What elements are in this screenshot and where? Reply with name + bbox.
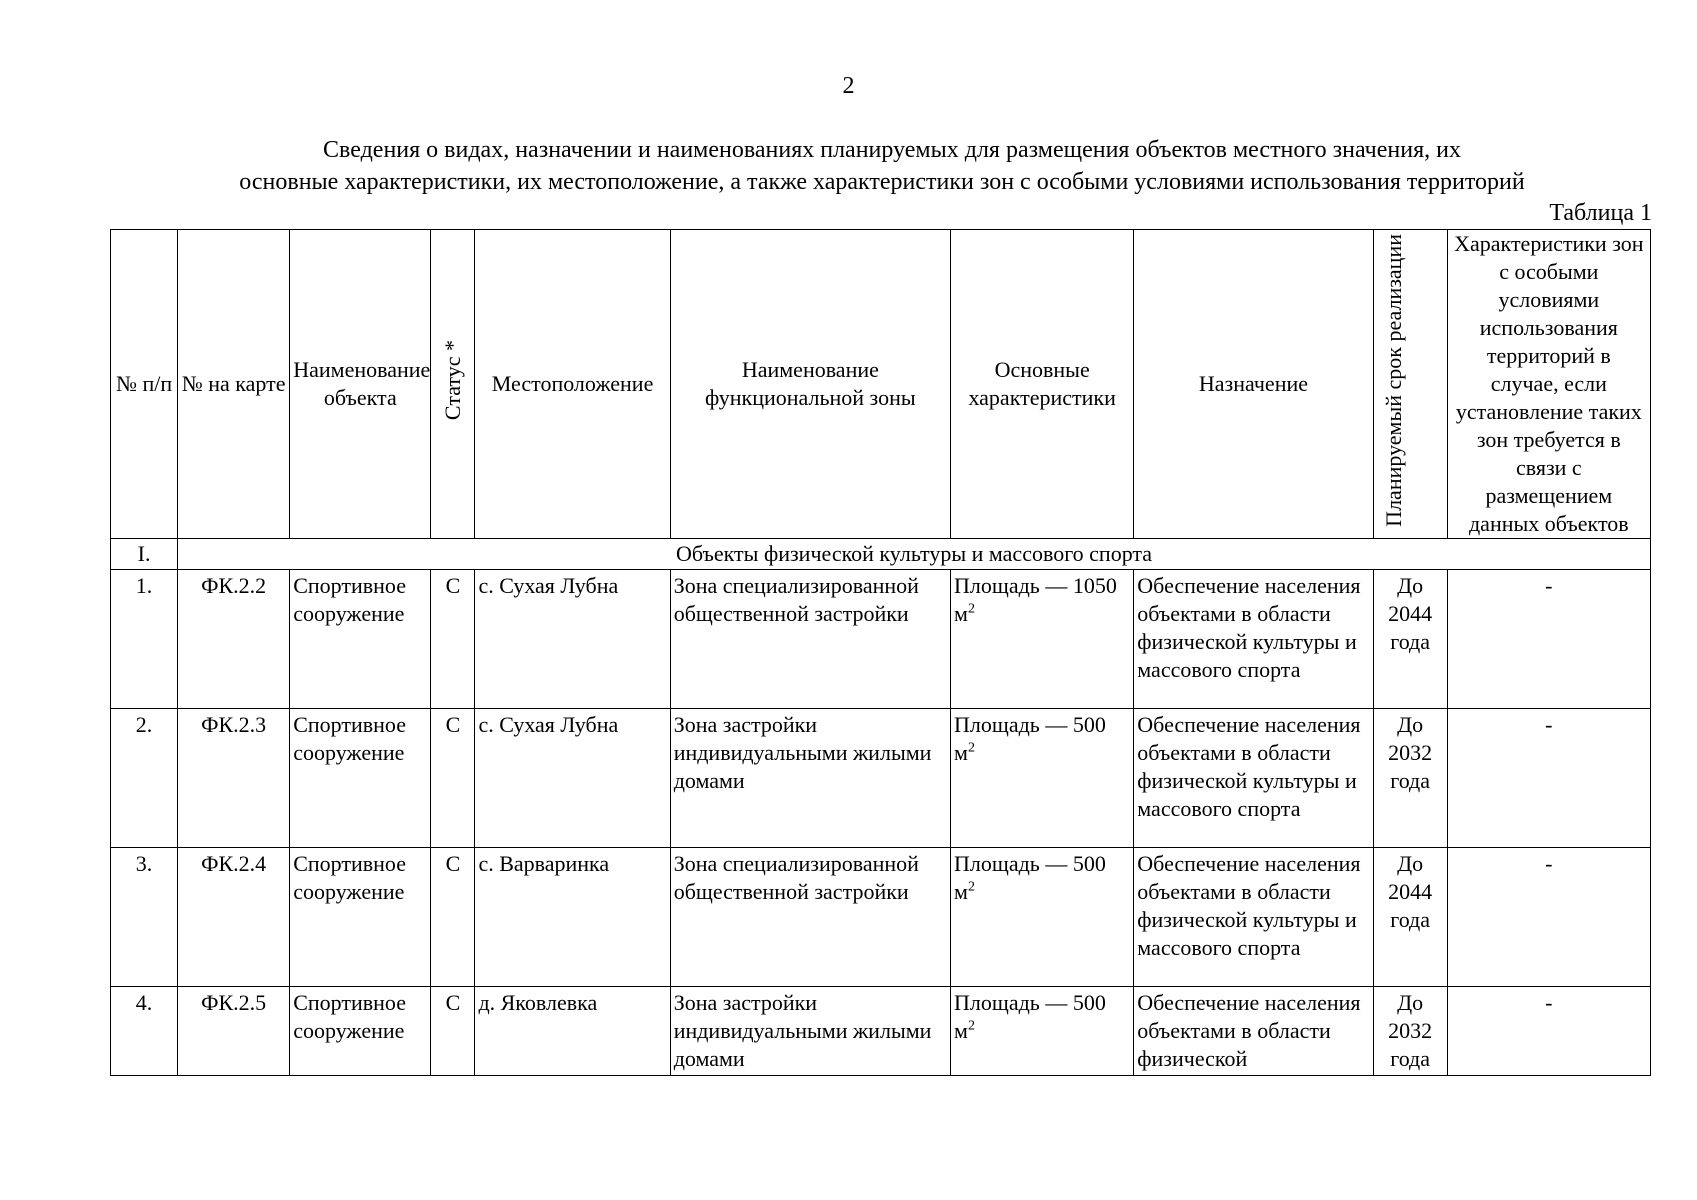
row-characteristics bbox=[951, 987, 1134, 1076]
row-map-num: ФК.2.3 bbox=[178, 709, 290, 848]
row-zone-name: Зона специализированной общественной застройки bbox=[670, 848, 950, 987]
section-title: Объекты физической культуры и массового спорта bbox=[178, 539, 1651, 570]
row-map-num: ФК.2.5 bbox=[178, 987, 290, 1076]
row-purpose: Обеспечение населения объектами в области физической культуры и массового спорта bbox=[1134, 570, 1373, 709]
header-purpose: Назначение bbox=[1134, 230, 1373, 539]
row-num: 4. bbox=[111, 987, 178, 1076]
header-status bbox=[431, 230, 475, 539]
row-object-name: Спортивное сооружение bbox=[290, 987, 431, 1076]
row-status: С bbox=[431, 848, 475, 987]
page-number: 2 bbox=[842, 73, 855, 99]
row-zones: - bbox=[1447, 987, 1650, 1076]
row-object-name: Спортивное сооружение bbox=[290, 570, 431, 709]
row-location: д. Яковлевка bbox=[475, 987, 670, 1076]
row-deadline: До 2044 года bbox=[1373, 570, 1447, 709]
row-num: 2. bbox=[111, 709, 178, 848]
document-title-line-1: Сведения о видах, назначении и наименованиях планируемых для размещения объектов местного значения, их bbox=[323, 137, 1461, 163]
row-zones: - bbox=[1447, 709, 1650, 848]
table-header-row bbox=[111, 230, 1651, 539]
row-zone-name: Зона застройки индивидуальными жилыми домами bbox=[670, 987, 950, 1076]
row-purpose: Обеспечение населения объектами в области физической культуры и массового спорта bbox=[1134, 848, 1373, 987]
header-deadline bbox=[1373, 230, 1447, 539]
header-characteristics: Основные характеристики bbox=[951, 230, 1134, 539]
row-area-text: Площадь — 500 м bbox=[954, 712, 1106, 765]
section-num: I. bbox=[111, 539, 178, 570]
row-object-name: Спортивное сооружение bbox=[290, 709, 431, 848]
row-area-text: Площадь — 500 м bbox=[954, 851, 1106, 904]
header-deadline-label: Планируемый срок реализации bbox=[1381, 234, 1407, 527]
document-title bbox=[118, 134, 1646, 198]
row-purpose: Обеспечение населения объектами в области физической bbox=[1134, 987, 1373, 1076]
row-area-sup: 2 bbox=[967, 879, 975, 895]
header-map-num: № на карте bbox=[178, 230, 290, 539]
row-deadline: До 2032 года bbox=[1373, 709, 1447, 848]
header-num: № п/п bbox=[111, 230, 178, 539]
table-row bbox=[111, 987, 1651, 1076]
row-location: с. Сухая Лубна bbox=[475, 570, 670, 709]
header-object-name: Наименование объекта bbox=[290, 230, 431, 539]
row-characteristics bbox=[951, 570, 1134, 709]
row-zones: - bbox=[1447, 848, 1650, 987]
row-status: С bbox=[431, 570, 475, 709]
objects-table bbox=[110, 229, 1651, 1076]
row-deadline: До 2044 года bbox=[1373, 848, 1447, 987]
header-status-label: Статус * bbox=[439, 340, 465, 421]
row-deadline: До 2032 года bbox=[1373, 987, 1447, 1076]
row-status: С bbox=[431, 987, 475, 1076]
row-purpose: Обеспечение населения объектами в области физической культуры и массового спорта bbox=[1134, 709, 1373, 848]
row-num: 1. bbox=[111, 570, 178, 709]
section-row bbox=[111, 539, 1651, 570]
row-area-sup: 2 bbox=[967, 601, 975, 617]
document-title-line-2: основные характеристики, их местоположение, а также характеристики зон с особыми условиями использования территорий bbox=[239, 169, 1525, 195]
row-characteristics bbox=[951, 848, 1134, 987]
header-location: Местоположение bbox=[475, 230, 670, 539]
row-map-num: ФК.2.2 bbox=[178, 570, 290, 709]
row-area-text: Площадь — 500 м bbox=[954, 990, 1106, 1043]
row-characteristics bbox=[951, 709, 1134, 848]
row-zones: - bbox=[1447, 570, 1650, 709]
row-area-text: Площадь — 1050 м bbox=[954, 573, 1117, 626]
row-num: 3. bbox=[111, 848, 178, 987]
header-zones: Характеристики зон с особыми условиями использования территорий в случае, если установление таких зон требуется в связи с размещением данных объектов bbox=[1447, 230, 1650, 539]
row-zone-name: Зона застройки индивидуальными жилыми домами bbox=[670, 709, 950, 848]
header-zone-name: Наименование функциональной зоны bbox=[670, 230, 950, 539]
table-row bbox=[111, 709, 1651, 848]
row-area-sup: 2 bbox=[967, 740, 975, 756]
row-object-name: Спортивное сооружение bbox=[290, 848, 431, 987]
row-location: с. Сухая Лубна bbox=[475, 709, 670, 848]
table-row bbox=[111, 848, 1651, 987]
row-location: с. Варваринка bbox=[475, 848, 670, 987]
row-area-sup: 2 bbox=[967, 1018, 975, 1034]
row-map-num: ФК.2.4 bbox=[178, 848, 290, 987]
table-row bbox=[111, 570, 1651, 709]
row-zone-name: Зона специализированной общественной застройки bbox=[670, 570, 950, 709]
row-status: С bbox=[431, 709, 475, 848]
table-caption: Таблица 1 bbox=[1549, 200, 1652, 226]
